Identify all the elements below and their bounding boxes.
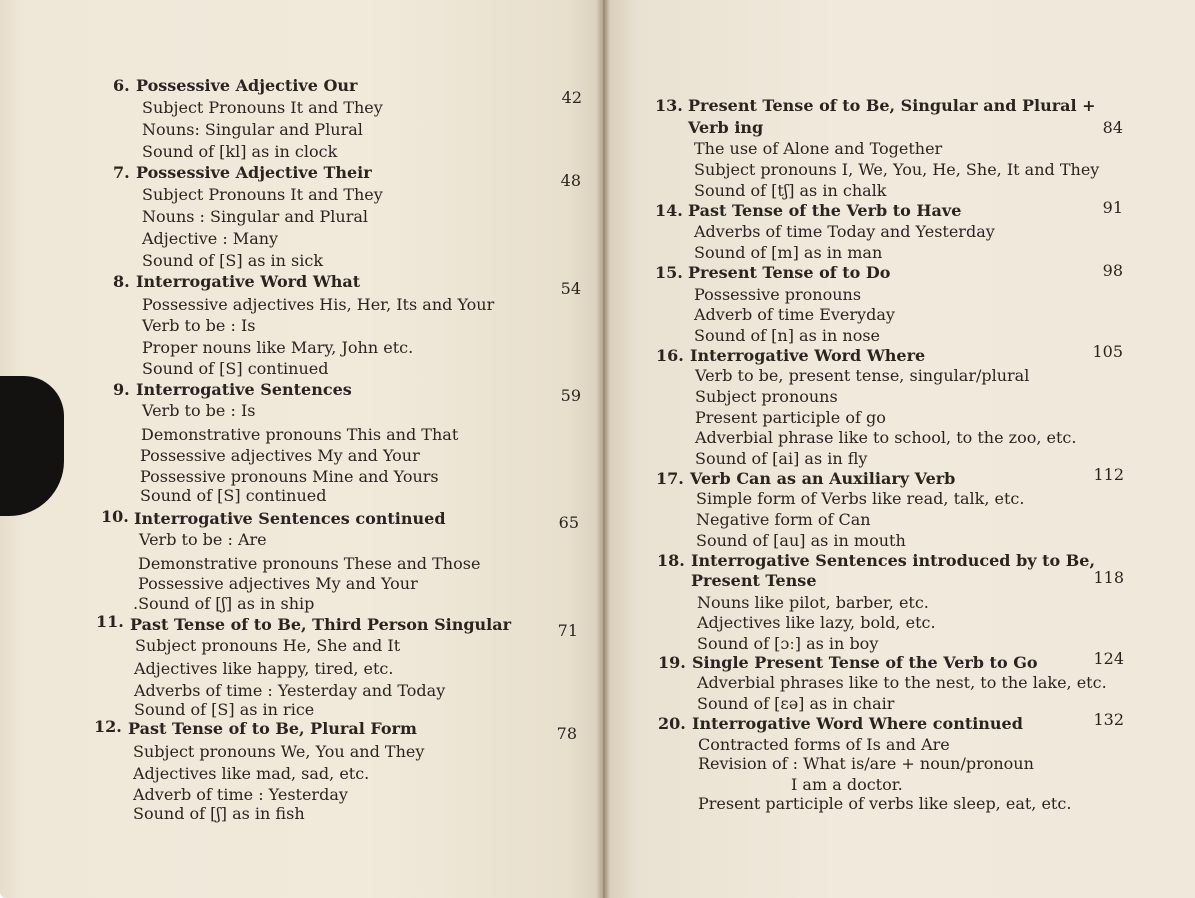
- section-item: Sound of [n] as in nose: [694, 326, 881, 345]
- section-title: Single Present Tense of the Verb to Go: [692, 653, 1038, 672]
- section-item: Possessive adjectives His, Her, Its and Your: [142, 295, 495, 314]
- page-number: 71: [557, 621, 578, 640]
- section-title: Past Tense of to Be, Plural Form: [128, 719, 417, 738]
- section-item: Contracted forms of Is and Are: [698, 735, 950, 754]
- page-number: 59: [560, 386, 581, 405]
- section-number: 12.: [94, 717, 122, 736]
- section-item: Demonstrative pronouns This and That: [141, 425, 459, 444]
- section-item: Possessive adjectives My and Your: [138, 574, 418, 593]
- section-item: Sound of [au] as in mouth: [696, 531, 906, 550]
- section-item: Nouns : Singular and Plural: [142, 207, 368, 226]
- section-title: Past Tense of the Verb to Have: [688, 201, 962, 220]
- section-item: Subject pronouns I, We, You, He, She, It and They: [694, 160, 1100, 179]
- section-item: Possessive adjectives My and Your: [140, 446, 420, 465]
- section-title-continued: Verb ing: [688, 118, 764, 137]
- section-item: Adjectives like happy, tired, etc.: [134, 659, 394, 678]
- section-number: 16.: [656, 346, 684, 365]
- section-item: Possessive pronouns Mine and Yours: [140, 467, 439, 486]
- section-title: Present Tense of to Do: [688, 263, 891, 282]
- section-title: Past Tense of to Be, Third Person Singular: [130, 615, 512, 634]
- section-title: Interrogative Word What: [136, 272, 361, 291]
- section-item: Nouns: Singular and Plural: [142, 120, 363, 139]
- section-item: The use of Alone and Together: [694, 139, 943, 158]
- section-number: 19.: [658, 653, 686, 672]
- section-item: .Sound of [ʃ] as in ship: [133, 594, 315, 613]
- section-item: Proper nouns like Mary, John etc.: [142, 338, 414, 357]
- section-item: Sound of [S] continued: [142, 359, 329, 378]
- right-page: [603, 0, 1195, 898]
- section-item: Sound of [tʃ] as in chalk: [694, 181, 887, 200]
- section-item: Verb to be : Is: [142, 316, 256, 335]
- section-item: Sound of [kl] as in clock: [142, 142, 338, 161]
- section-item: Nouns like pilot, barber, etc.: [697, 593, 929, 612]
- section-number: 20.: [658, 714, 686, 733]
- page-number: 118: [1093, 568, 1124, 587]
- section-item: Verb to be : Are: [139, 530, 267, 549]
- section-item: Adverb of time : Yesterday: [133, 785, 348, 804]
- section-title: Interrogative Sentences continued: [134, 509, 446, 528]
- section-number: 11.: [96, 612, 124, 631]
- section-item: Possessive pronouns: [694, 285, 862, 304]
- section-title: Interrogative Sentences: [136, 380, 352, 399]
- section-title: Present Tense of to Be, Singular and Plural +: [688, 96, 1096, 115]
- section-item: Adjectives like mad, sad, etc.: [133, 764, 370, 783]
- section-item: Sound of [S] as in sick: [142, 251, 324, 270]
- section-item: Adverbial phrase like to school, to the zoo, etc.: [695, 428, 1077, 447]
- section-item: Negative form of Can: [696, 510, 871, 529]
- section-title-continued: Present Tense: [691, 571, 817, 590]
- section-item: Demonstrative pronouns These and Those: [138, 554, 481, 573]
- section-item: Subject Pronouns It and They: [142, 98, 383, 117]
- section-item: Present participle of go: [695, 408, 886, 427]
- section-number: 6.: [113, 76, 130, 95]
- section-item: Verb to be : Is: [142, 401, 256, 420]
- section-number: 7.: [113, 163, 130, 182]
- page-number: 78: [556, 724, 577, 743]
- section-item: Subject Pronouns It and They: [142, 185, 383, 204]
- page-number: 112: [1093, 465, 1124, 484]
- page-number: 65: [558, 513, 579, 532]
- page-number: 54: [560, 279, 581, 298]
- section-item: Sound of [m] as in man: [694, 243, 883, 262]
- section-title: Interrogative Word Where: [690, 346, 926, 365]
- section-item: Subject pronouns He, She and It: [135, 636, 401, 655]
- book-gutter: [596, 0, 610, 898]
- section-item: Adjectives like lazy, bold, etc.: [697, 613, 936, 632]
- section-item: Adverbs of time : Yesterday and Today: [134, 681, 446, 700]
- page-number: 84: [1102, 118, 1123, 137]
- page-number: 105: [1092, 342, 1123, 361]
- section-item: Adverbs of time Today and Yesterday: [694, 222, 995, 241]
- section-item: Adjective : Many: [142, 229, 279, 248]
- section-item: Present participle of verbs like sleep, eat, etc.: [698, 794, 1072, 813]
- section-title: Possessive Adjective Their: [136, 163, 372, 182]
- section-item: Sound of [ɔː] as in boy: [697, 634, 879, 653]
- section-item: Sound of [ai] as in fly: [695, 449, 868, 468]
- page-tab-marker: [0, 376, 64, 516]
- section-item: Subject pronouns We, You and They: [133, 742, 425, 761]
- section-number: 13.: [655, 96, 683, 115]
- section-item: Adverbial phrases like to the nest, to the lake, etc.: [697, 673, 1107, 692]
- section-item-example: I am a doctor.: [791, 775, 903, 794]
- section-number: 18.: [657, 551, 685, 570]
- section-item: Sound of [S] as in rice: [134, 700, 315, 719]
- page-number: 98: [1102, 261, 1123, 280]
- page-number: 48: [560, 171, 581, 190]
- section-item: Verb to be, present tense, singular/plural: [695, 366, 1030, 385]
- section-item: Simple form of Verbs like read, talk, etc.: [696, 489, 1025, 508]
- section-title: Possessive Adjective Our: [136, 76, 358, 95]
- section-title: Interrogative Word Where continued: [692, 714, 1023, 733]
- page-number: 42: [561, 88, 582, 107]
- section-item: Sound of [S] continued: [140, 486, 327, 505]
- page-number: 91: [1102, 198, 1123, 217]
- section-title: Interrogative Sentences introduced by to Be,: [691, 551, 1096, 570]
- section-item: Sound of [ɛə] as in chair: [697, 694, 895, 713]
- section-number: 8.: [113, 272, 130, 291]
- section-item: Sound of [ʃ] as in fish: [133, 804, 305, 823]
- page-number: 124: [1093, 649, 1124, 668]
- section-number: 17.: [656, 469, 684, 488]
- section-item: Revision of : What is/are + noun/pronoun: [698, 754, 1034, 773]
- section-title: Verb Can as an Auxiliary Verb: [690, 469, 956, 488]
- section-number: 14.: [655, 201, 683, 220]
- section-item: Adverb of time Everyday: [694, 305, 895, 324]
- page-number: 132: [1093, 710, 1124, 729]
- section-number: 15.: [655, 263, 683, 282]
- section-item: Subject pronouns: [695, 387, 838, 406]
- section-number: 9.: [113, 380, 130, 399]
- section-number: 10.: [101, 507, 129, 526]
